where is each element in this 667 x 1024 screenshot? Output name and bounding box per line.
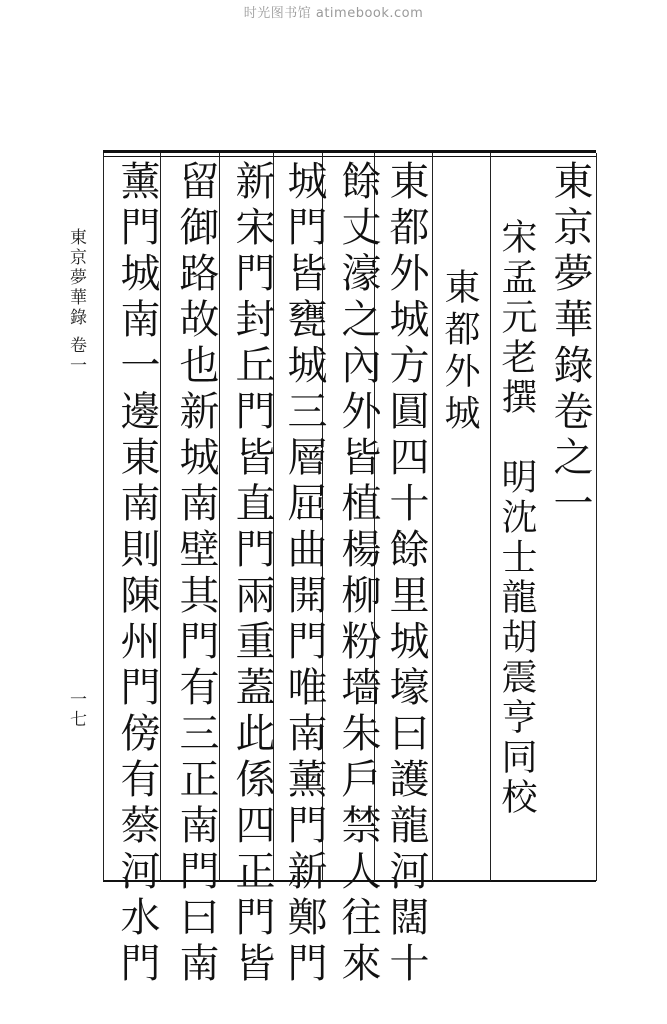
column-divider bbox=[219, 153, 220, 881]
watermark: 时光图书馆 atimebook.com bbox=[243, 6, 424, 21]
author-line: 宋孟元老撰 明沈士龍胡震亨同校 bbox=[496, 218, 537, 818]
text-column: 城門皆甕城三層屈曲開門唯南薰門新鄭門 bbox=[281, 160, 327, 988]
margin-volume: 卷一 bbox=[66, 336, 86, 376]
volume-title: 東京夢華錄卷之一 bbox=[547, 160, 593, 528]
text-column: 東都外城方圓四十餘里城壕曰護龍河闊十 bbox=[383, 160, 429, 988]
column-divider bbox=[490, 153, 491, 881]
column-divider bbox=[432, 153, 433, 881]
top-border bbox=[103, 150, 596, 153]
column-divider bbox=[103, 153, 104, 881]
margin-page-number: 一七 bbox=[66, 690, 86, 730]
column-divider bbox=[160, 153, 161, 881]
section-heading: 東都外城 bbox=[439, 268, 480, 436]
top-border-inner bbox=[103, 156, 596, 157]
column-divider bbox=[596, 153, 597, 881]
margin-book-title: 東京夢華錄 bbox=[66, 228, 86, 328]
text-column: 新宋門封丘門皆直門兩重蓋此係四正門皆 bbox=[229, 160, 275, 988]
text-column: 薰門城南一邊東南則陳州門傍有蔡河水門 bbox=[114, 160, 160, 988]
text-column: 留御路故也新城南壁其門有三正南門曰南 bbox=[173, 160, 219, 988]
text-column: 餘丈濠之內外皆植楊柳粉墻朱戶禁人往來 bbox=[335, 160, 381, 988]
